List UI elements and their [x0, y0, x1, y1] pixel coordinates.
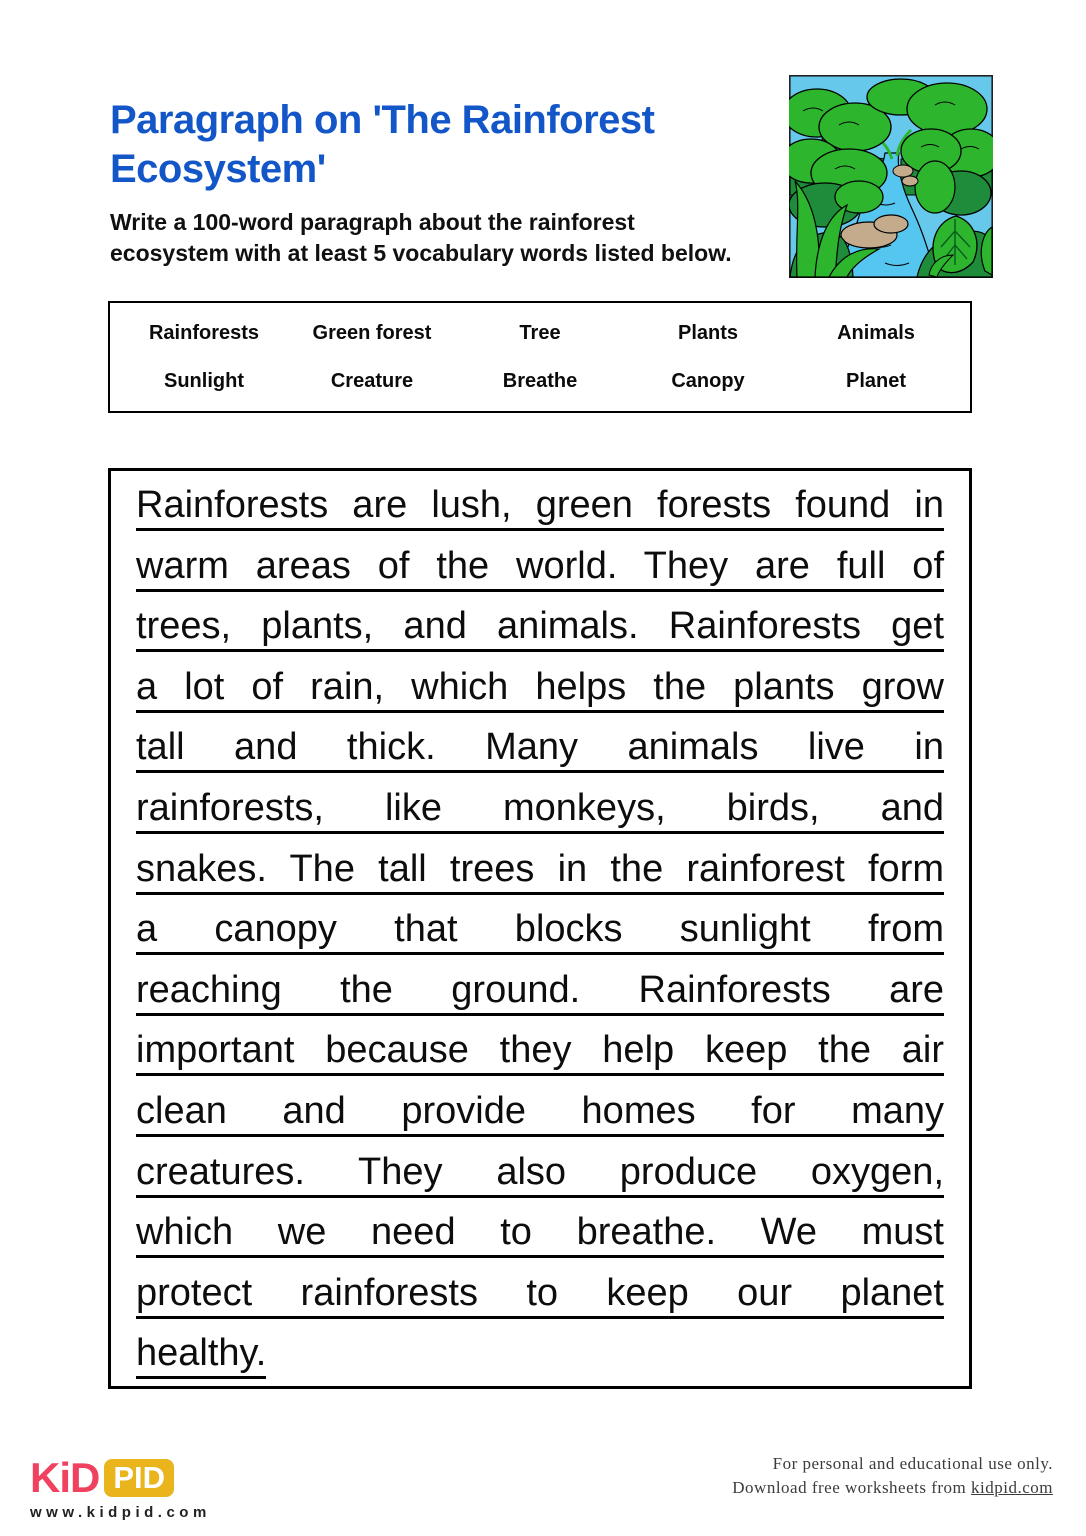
vocab-word: Creature [330, 369, 414, 392]
footer-note-line1: For personal and educational use only. [772, 1454, 1053, 1473]
footer-note-line2: Download free worksheets from kidpid.com [732, 1478, 1053, 1497]
vocab-row [120, 309, 960, 357]
logo-kid-text: KiD [30, 1454, 100, 1501]
vocab-word: Tree [519, 321, 561, 344]
vocab-word: Animals [837, 321, 915, 344]
vocab-word: Planet [845, 369, 907, 392]
paragraph-line: clean and provide homes for many [136, 1081, 944, 1142]
vocab-word: Rainforests [148, 321, 260, 344]
page-title [110, 96, 790, 194]
paragraph-line: trees, plants, and animals. Rainforests get [136, 596, 944, 657]
paragraph-line: which we need to breathe. We must [136, 1202, 944, 1263]
vocab-word: Plants [677, 321, 739, 344]
vocab-row [120, 357, 960, 405]
instructions [110, 207, 800, 269]
vocabulary-box [108, 301, 972, 413]
vocab-word: Sunlight [164, 369, 244, 392]
page-title-line1: Paragraph on 'The Rainforest [110, 98, 655, 142]
kidpid-link[interactable]: kidpid.com [971, 1478, 1053, 1497]
paragraph-line: a canopy that blocks sunlight from [136, 899, 944, 960]
logo-pid-badge: PID [104, 1459, 174, 1497]
instructions-line1: Write a 100-word paragraph about the rainforest [110, 209, 635, 235]
paragraph-box [108, 468, 972, 1389]
paragraph-line: Rainforests are lush, green forests found in [136, 475, 944, 536]
paragraph-line: protect rainforests to keep our planet [136, 1263, 944, 1324]
paragraph-line: rainforests, like monkeys, birds, and [136, 778, 944, 839]
page-title-line2: Ecosystem' [110, 147, 326, 191]
paragraph-line: creatures. They also produce oxygen, [136, 1142, 944, 1203]
vocab-word: Green forest [312, 321, 432, 344]
kidpid-logo [30, 1454, 211, 1521]
paragraph-line: snakes. The tall trees in the rainforest form [136, 839, 944, 900]
instructions-line2: ecosystem with at least 5 vocabulary words listed below. [110, 240, 732, 266]
rainforest-illustration [789, 75, 993, 278]
vocab-word: Canopy [671, 369, 745, 392]
paragraph-line: healthy. [136, 1323, 944, 1384]
paragraph-line: important because they help keep the air [136, 1020, 944, 1081]
logo-website-url: www.kidpid.com [30, 1504, 211, 1521]
paragraph-line: warm areas of the world. They are full of [136, 536, 944, 597]
paragraph-line: tall and thick. Many animals live in [136, 717, 944, 778]
paragraph-lines [136, 475, 944, 1384]
paragraph-line: reaching the ground. Rainforests are [136, 960, 944, 1021]
paragraph-line: a lot of rain, which helps the plants grow [136, 657, 944, 718]
vocab-word: Breathe [502, 369, 578, 392]
footer-note [732, 1452, 1053, 1500]
